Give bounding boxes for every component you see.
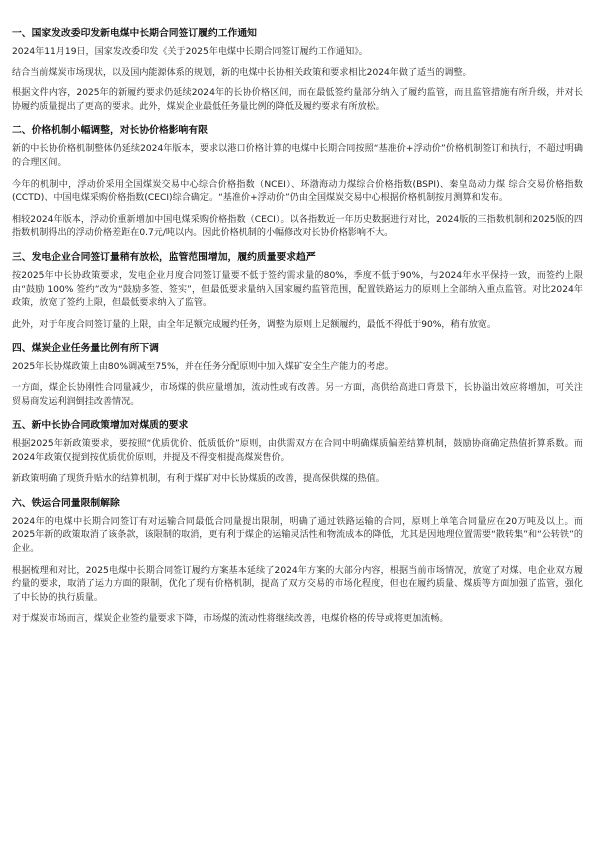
section-title: 一、国家发改委印发新电煤中长期合同签订履约工作通知 bbox=[12, 28, 257, 39]
paragraph: 结合当前煤炭市场现状，以及国内能源体系的规划，新的电煤中长协相关政策和要求相比2024年做了适当的调整。 bbox=[12, 67, 472, 78]
paragraph: 今年的机制中，浮动价采用全国煤炭交易中心综合价格指数（NCEI）、环渤海动力煤综合价格指数(BSPI)、秦皇岛动力煤 综合交易价格指数(CCTD)、中国电煤采购价格指数(CECI)综合确定。“基准价+浮动价”仍由全国煤炭交易中心根据价格机制按月测算和发布。 bbox=[12, 179, 583, 204]
section-title: 五、新中长协合同政策增加对煤质的要求 bbox=[12, 420, 189, 432]
paragraph: 根据2025年新政策要求，要按照“优质优价、低质低价”原则，由供需双方在合同中明确煤质偏差结算机制，鼓励协商确定热值折算系数。而2024年政策仅提到按优质优价原则，并提及不得变相提高煤炭售价。 bbox=[12, 439, 583, 463]
section-4 bbox=[12, 341, 583, 409]
section-3 bbox=[12, 250, 583, 332]
section-title: 三、发电企业合同签订量稍有放松，监管范围增加，履约质量要求趋严 bbox=[12, 251, 316, 263]
paragraph: 2024年的电煤中长期合同签订有对运输合同最低合同量提出限制，明确了通过铁路运输的合同，原则上单笔合同量应在20万吨及以上。而2025年新的政策取消了该条款，该限制的取消，更有利于煤企的运输灵活性和物流成本的降低，尤其是因地理位置需要“散转集”和“公转铁”的企业。 bbox=[12, 516, 583, 555]
section-6 bbox=[12, 496, 583, 627]
paragraph: 相较2024年版本，浮动价重新增加中国电煤采购价格指数（CECI）。以各指数近一年历史数据进行对比，2024版的三指数机制和2025版的四指数机制得出的浮动价格差距在0.7元/吨以内。因此价格机制的小幅修改对长协价格影响不大。 bbox=[12, 214, 583, 239]
section-title: 四、煤炭企业任务量比例有所下调 bbox=[12, 343, 159, 355]
paragraph: 根据梳理和对比，2025电煤中长期合同签订履约方案基本延续了2024年方案的大部分内容，根据当前市场情况，放宽了对煤、电企业双方履约量的要求，取消了运力方面的限制，优化了现有价格机制，提高了双方交易的市场化程度，但也在履约质量、煤质等方面加强了监管，强化了中长协的执行质量。 bbox=[12, 565, 583, 603]
paragraph: 按2025年中长协政策要求，发电企业月度合同签订量要不低于签约需求量的80%，季度不低于90%，与2024年水平保持一致，而签约上限由“鼓励 100% 签约”改为“鼓励多签、签实”，但最低要求量纳入国家履约监管范围，配置铁路运力的原则上全部纳入重点监管。对比2024年政策，放宽了签约上限，但最低要求纳入了监管。 bbox=[12, 270, 583, 309]
section-title: 六、铁运合同量限制解除 bbox=[12, 497, 120, 509]
section-5 bbox=[12, 418, 583, 487]
paragraph: 新的中长协价格机制整体仍延续2024年版本，要求以港口价格计算的电煤中长期合同按照“基准价+浮动价”价格机制签订和执行，不超过明确的合理区间。 bbox=[12, 144, 583, 168]
paragraph: 2024年11月19日，国家发改委印发《关于2025年电煤中长期合同签订履约工作通知》。 bbox=[12, 47, 368, 57]
paragraph: 此外，对于年度合同签订量的上限，由全年足额完成履约任务，调整为原则上足额履约，最低不得低于90%，稍有放宽。 bbox=[12, 319, 496, 330]
paragraph: 根据文件内容，2025年的新履约要求仍延续2024年的长协价格区间，而在最低签约量部分纳入了履约监管，而且监管措施有所升级，并对长协履约质量提出了更高的要求。此外，煤炭企业最低任务量比例的降低及履约要求有所放松。 bbox=[12, 88, 583, 112]
section-title: 二、价格机制小幅调整，对长协价格影响有限 bbox=[12, 125, 208, 137]
paragraph: 对于煤炭市场而言，煤炭企业签约量要求下降，市场煤的流动性将继续改善，电煤价格的传导或将更加流畅。 bbox=[12, 614, 449, 625]
section-1 bbox=[12, 26, 583, 114]
paragraph: 一方面，煤企长协刚性合同量减少，市场煤的供应量增加，流动性或有改善。另一方面，高供给高进口背景下，长协溢出效应将增加，可关注贸易商发运利润倒挂改善情况。 bbox=[12, 382, 583, 407]
paragraph: 新政策明确了现货升贴水的结算机制，有利于煤矿对中长协煤质的改善，提高保供煤的热值。 bbox=[12, 474, 385, 485]
section-2 bbox=[12, 123, 583, 241]
paragraph: 2025年长协煤政策上由80%调减至75%，并在任务分配原则中加入煤矿安全生产能力的考虑。 bbox=[12, 362, 394, 373]
